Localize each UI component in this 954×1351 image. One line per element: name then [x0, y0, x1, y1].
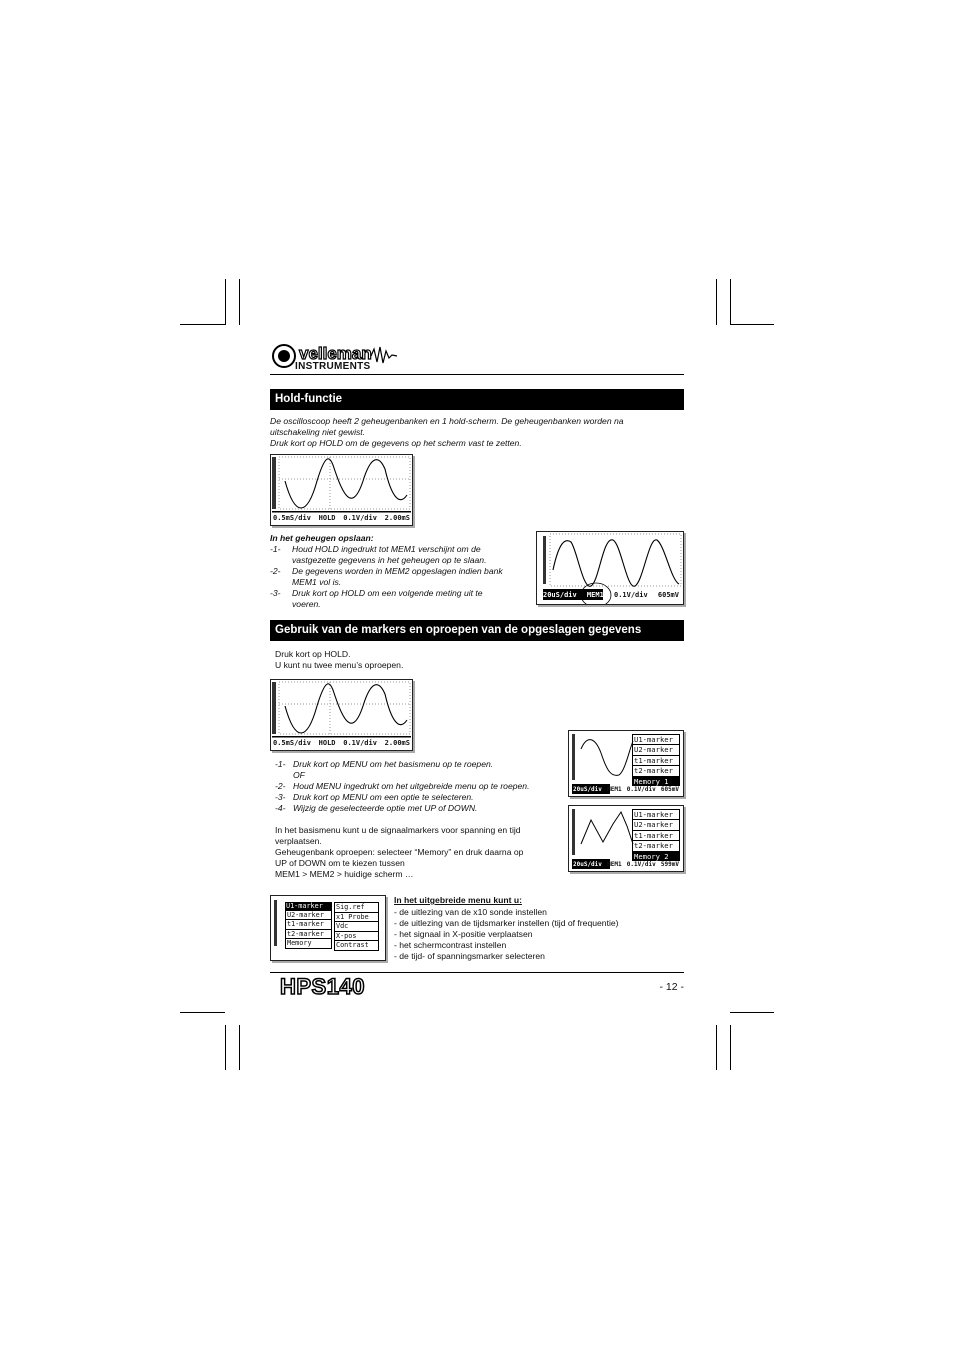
menu-item-t2-marker[interactable]: t2-marker [285, 930, 332, 940]
oscilloscope-screen [270, 454, 413, 526]
crop-mark [239, 279, 240, 325]
header-rule [270, 374, 684, 375]
crop-mark [225, 1025, 226, 1070]
status-bar: 0.5mS/div HOLD 0.1V/div 2.00mS [273, 514, 410, 522]
crop-mark [730, 1025, 731, 1070]
status-bar: 0.5mS/div HOLD 0.1V/div 2.00mS [273, 739, 410, 747]
section-title: Hold-functie [275, 393, 343, 405]
list-item: -4- Wijzig de geselecteerde optie met UP of DOWN. [275, 803, 478, 813]
oscilloscope-menu-screen [568, 805, 684, 872]
menu-item-u1-marker[interactable]: U1-marker [632, 809, 680, 820]
menu-item-memory[interactable]: Memory 2 [632, 852, 680, 861]
footer-rule [270, 972, 684, 973]
marker-menu [632, 734, 680, 786]
marker-menu [632, 809, 680, 861]
section-title: Gebruik van de markers en oproepen van de opgeslagen gegevens [275, 624, 642, 636]
list-item: -2- De gegevens worden in MEM2 opgeslagen indien bank MEM1 vol is. [270, 566, 503, 587]
menu-item-memory[interactable]: Memory [285, 939, 332, 949]
oscilloscope-screen-memory [536, 531, 684, 605]
section-title-bar [270, 389, 684, 410]
body-paragraph: In het basismenu kunt u de signaalmarkers voor spanning en tijd verplaatsen. Geheugenbank oproepen: selecteer “Memory” en druk daarna op UP of DOWN om te kiezen tussen MEM1 > MEM2 > huidige scherm … [275, 825, 524, 879]
menu-item-contrast[interactable]: Contrast [334, 941, 379, 951]
menu-item-t1-marker[interactable]: t1-marker [632, 831, 680, 841]
crop-mark [716, 1025, 717, 1070]
menu-item-t2-marker[interactable]: t2-marker [632, 766, 680, 776]
menu-item-vdc[interactable]: Vdc [334, 922, 379, 932]
section-title-bar [270, 620, 684, 641]
list-item: -1- Houd HOLD ingedrukt tot MEM1 verschijnt om de vastgezette gegevens in het geheugen op te slaan. [270, 544, 487, 565]
save-steps [270, 544, 535, 610]
crop-mark [730, 324, 774, 325]
crop-mark [730, 279, 731, 325]
menu-item-probe[interactable]: x1 Probe [334, 913, 379, 923]
menu-item-u2-marker[interactable]: U2-marker [285, 911, 332, 921]
extended-menu-screen [270, 895, 386, 961]
crop-mark [180, 1012, 225, 1013]
menu-item-u1-marker[interactable]: U1-marker [285, 902, 332, 911]
crop-mark [239, 1025, 240, 1070]
menu-item-u2-marker[interactable]: U2-marker [632, 745, 680, 755]
menu-item-t1-marker[interactable]: t1-marker [632, 756, 680, 766]
intro-text: De oscilloscoop heeft 2 geheugenbanken en 1 hold-scherm. De geheugenbanken worden na uitschakeling niet gewist. Druk kort op HOLD om de gegevens op het scherm vast te zetten. [270, 416, 624, 448]
list-item: -3- Druk kort op HOLD om een volgende meting uit te voeren. [270, 588, 483, 609]
ext-menu-title: In het uitgebreide menu kunt u: [394, 895, 522, 905]
list-item: -3- Druk kort op MENU om een optie te selecteren. [275, 792, 474, 802]
list-item: -1- Druk kort op MENU om het basismenu op te roepen. OF [275, 759, 494, 780]
list-item: - het signaal in X-positie verplaatsen [394, 929, 533, 939]
crop-mark [730, 1012, 774, 1013]
intro-text: Druk kort op HOLD. U kunt nu twee menu’s oproepen. [275, 649, 404, 670]
velleman-logo [271, 343, 406, 373]
status-bar: 20uS/div MEM1 0.1V/div 605mV [543, 591, 679, 599]
menu-item-u1-marker[interactable]: U1-marker [632, 734, 680, 745]
ext-menu-right [334, 902, 379, 951]
list-item: - de tijd- of spanningsmarker selecteren [394, 951, 545, 961]
model-logo: HPS140 [280, 974, 365, 999]
oscilloscope-menu-screen [568, 730, 684, 797]
oscilloscope-screen [270, 679, 413, 751]
crop-mark [180, 324, 225, 325]
status-bar: 20uS/div MEM1 0.1V/div 605mV [573, 786, 679, 793]
menu-item-t1-marker[interactable]: t1-marker [285, 920, 332, 930]
crop-mark [716, 279, 717, 325]
menu-item-u2-marker[interactable]: U2-marker [632, 820, 680, 830]
list-item: - de uitlezing van de tijdsmarker instellen (tijd of frequentie) [394, 918, 619, 928]
page-number: - 12 - [659, 981, 684, 993]
status-bar: 20uS/div MEM1 0.1V/div 599mV [573, 861, 679, 868]
list-item: - de uitlezing van de x10 sonde instellen [394, 907, 547, 917]
menu-item-t2-marker[interactable]: t2-marker [632, 841, 680, 851]
list-item: - het schermcontrast instellen [394, 940, 507, 950]
brand-subtitle: INSTRUMENTS [295, 361, 371, 372]
ext-menu-list [394, 907, 684, 962]
menu-item-memory[interactable]: Memory 1 [632, 777, 680, 786]
svg-text:velleman: velleman [299, 344, 372, 363]
menu-item-x-pos[interactable]: X-pos [334, 932, 379, 942]
menu-steps [275, 759, 565, 814]
list-item: -2- Houd MENU ingedrukt om het uitgebreide menu op te roepen. [275, 781, 530, 791]
menu-item-sig-ref[interactable]: Sig.ref [334, 902, 379, 913]
crop-mark [225, 279, 226, 325]
save-title: In het geheugen opslaan: [270, 533, 374, 543]
ext-menu-left [285, 902, 332, 949]
